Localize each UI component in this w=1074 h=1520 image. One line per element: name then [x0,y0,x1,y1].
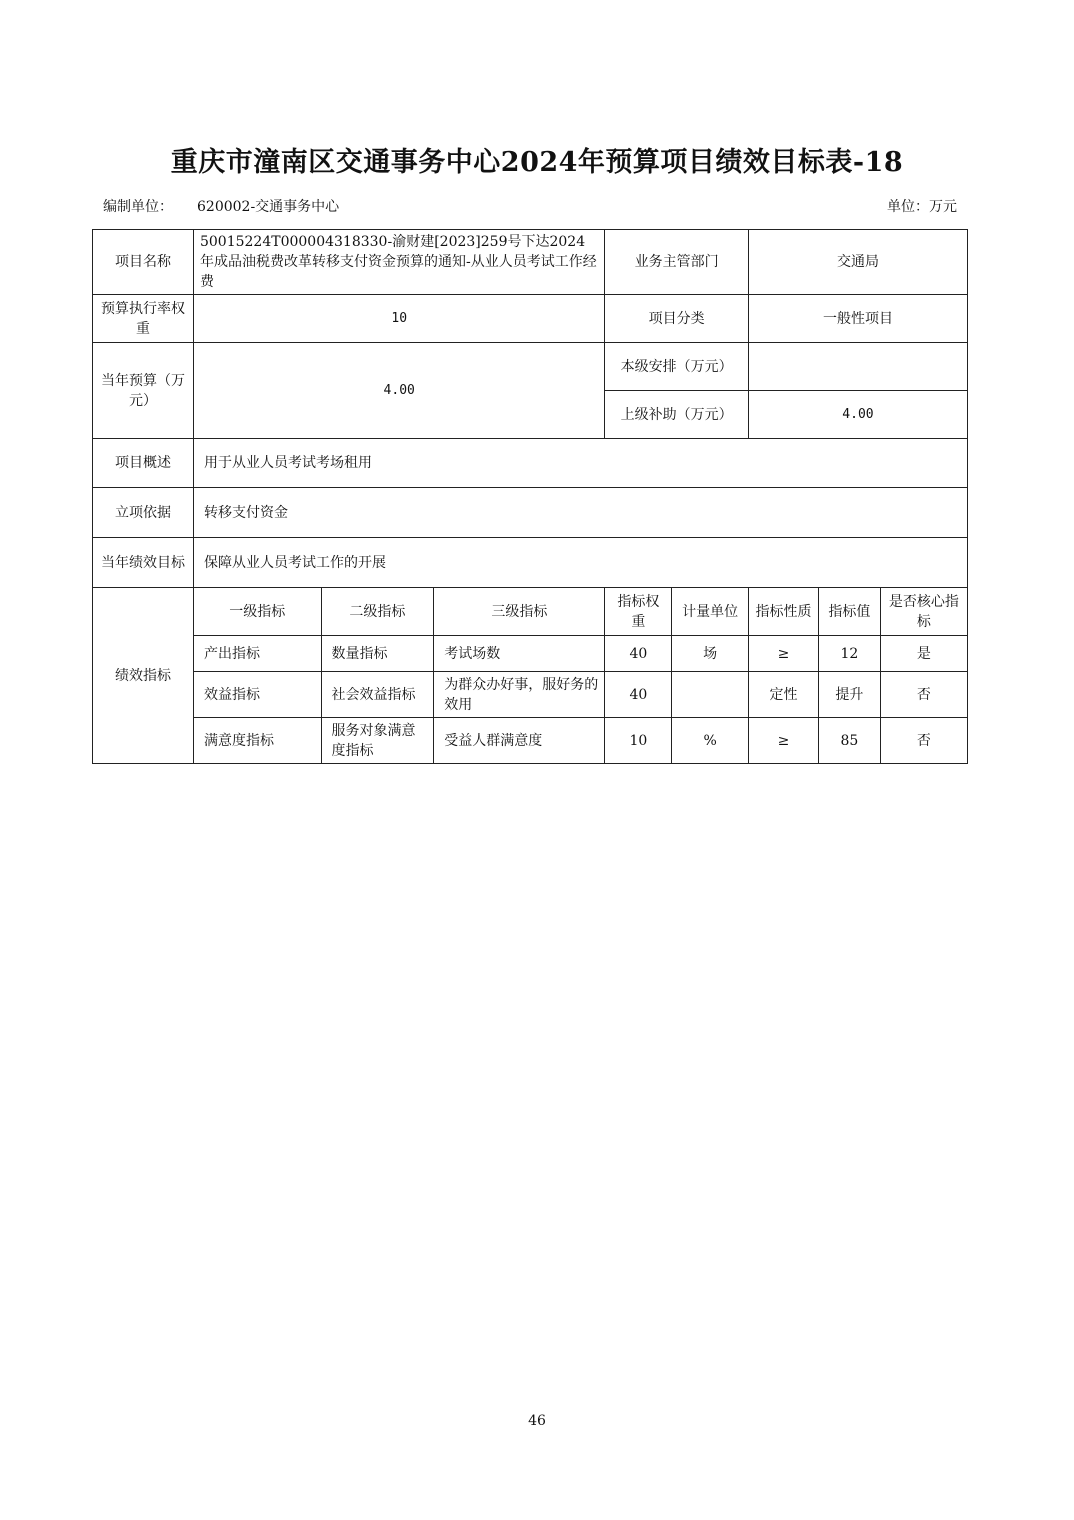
indicators-label: 绩效指标 [93,588,194,764]
indicator-nature: 定性 [748,672,818,718]
local-arrangement-value [748,343,967,391]
local-arrangement-label: 本级安排（万元） [605,343,749,391]
weight-value: 10 [193,295,604,343]
indicator-value: 12 [819,636,881,672]
indicator-level3: 考试场数 [434,636,605,672]
header-nature: 指标性质 [748,588,818,636]
goal-value: 保障从业人员考试工作的开展 [193,538,967,588]
indicator-level1: 满意度指标 [193,718,321,764]
compiling-unit-value: 620002-交通事务中心 [197,199,340,215]
indicator-unit: % [672,718,749,764]
indicator-core: 否 [880,718,967,764]
performance-table [92,229,968,764]
upper-subsidy-label: 上级补助（万元） [605,391,749,439]
currency-unit: 单位：万元 [887,199,957,215]
weight-label: 预算执行率权重 [93,295,194,343]
project-name-label: 项目名称 [93,230,194,295]
indicator-level1: 效益指标 [193,672,321,718]
indicator-core: 是 [880,636,967,672]
category-value: 一般性项目 [748,295,967,343]
dept-label: 业务主管部门 [605,230,749,295]
compiling-unit-label: 编制单位： [103,199,173,215]
header-value: 指标值 [819,588,881,636]
header-weight: 指标权重 [605,588,672,636]
page-number: 46 [528,1413,546,1429]
indicator-level2: 服务对象满意度指标 [321,718,434,764]
overview-value: 用于从业人员考试考场租用 [193,439,967,488]
indicator-weight: 40 [605,672,672,718]
indicator-level1: 产出指标 [193,636,321,672]
goal-label: 当年绩效目标 [93,538,194,588]
indicator-core: 否 [880,672,967,718]
project-name-value: 50015224T000004318330-渝财建[2023]259号下达2024年成品油税费改革转移支付资金预算的通知-从业人员考试工作经费 [193,230,604,295]
table-row [93,672,968,718]
budget-value: 4.00 [193,343,604,439]
indicator-nature: ≥ [748,718,818,764]
indicator-value: 85 [819,718,881,764]
header-level3: 三级指标 [434,588,605,636]
header-level1: 一级指标 [193,588,321,636]
overview-label: 项目概述 [93,439,194,488]
table-row [93,718,968,764]
indicator-level2: 数量指标 [321,636,434,672]
indicator-weight: 10 [605,718,672,764]
indicator-level2: 社会效益指标 [321,672,434,718]
indicator-nature: ≥ [748,636,818,672]
dept-value: 交通局 [748,230,967,295]
compiling-unit [103,196,339,216]
indicator-unit: 场 [672,636,749,672]
basis-value: 转移支付资金 [193,488,967,538]
header-level2: 二级指标 [321,588,434,636]
page-title: 重庆市潼南区交通事务中心2024年预算项目绩效目标表-18 [170,147,904,178]
indicator-level3: 受益人群满意度 [434,718,605,764]
category-label: 项目分类 [605,295,749,343]
upper-subsidy-value: 4.00 [748,391,967,439]
indicator-weight: 40 [605,636,672,672]
table-row [93,636,968,672]
indicator-level3: 为群众办好事，服好务的效用 [434,672,605,718]
header-unit: 计量单位 [672,588,749,636]
basis-label: 立项依据 [93,488,194,538]
indicator-unit [672,672,749,718]
header-core: 是否核心指标 [880,588,967,636]
indicator-value: 提升 [819,672,881,718]
budget-label: 当年预算（万元） [93,343,194,439]
